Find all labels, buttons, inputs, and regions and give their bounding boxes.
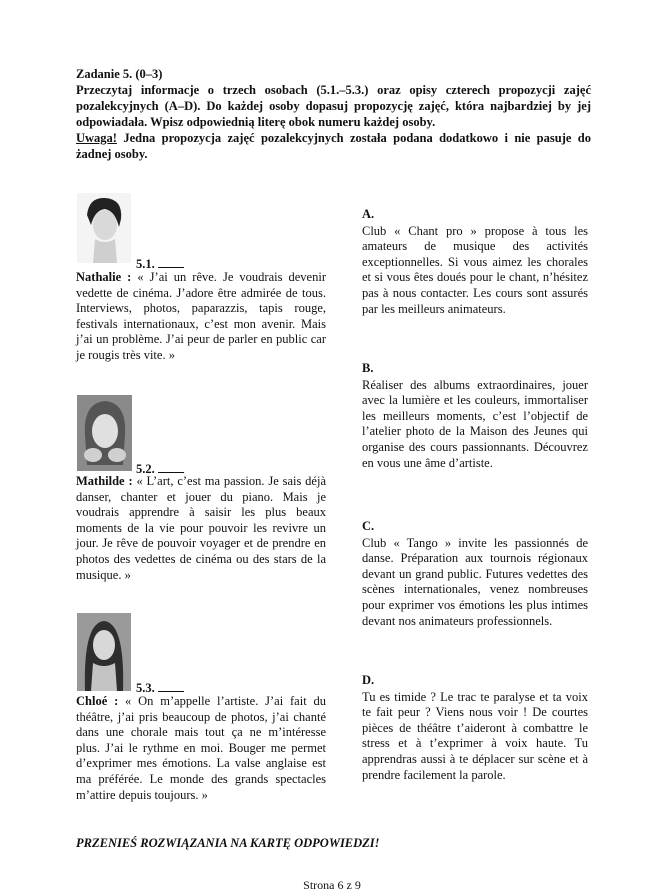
portrait-image (77, 613, 131, 691)
person-name: Mathilde : (76, 474, 133, 488)
person-chloe (76, 694, 326, 803)
answer-blank-5-2[interactable] (158, 461, 184, 473)
person-number-5-3: 5.3. (136, 680, 184, 696)
chloe-photo (77, 613, 131, 691)
option-letter: A. (362, 207, 375, 221)
option-letter: B. (362, 361, 374, 375)
person-mathilde (76, 474, 326, 583)
option-b (362, 361, 588, 471)
transfer-instruction: PRZENIEŚ ROZWIĄZANIA NA KARTĘ ODPOWIEDZI! (76, 836, 380, 850)
answer-blank-5-3[interactable] (158, 680, 184, 692)
option-letter: D. (362, 673, 375, 687)
person-text: « L’art, c’est ma passion. Je sais déjà danser, chanter et jouer du piano. Mais je voudrais apprendre à saisir les plus beaux moments de la vie pour pouvoir les revivre un jour. Je rêve de pouvoir voyager et de prendre en photos des vedettes de cinéma ou des stars de la musique. » (76, 474, 326, 582)
person-name: Chloé : (76, 694, 119, 708)
option-c (362, 519, 588, 629)
person-name: Nathalie : (76, 270, 132, 284)
page-number: Strona 6 z 9 (303, 878, 361, 892)
task-warning: Uwaga! Jedna propozycja zajęć pozalekcyjnych została podana dodatkowo i nie pasuje do żadnej osoby. (76, 131, 591, 161)
person-text: « On m’appelle l’artiste. J’ai fait du théâtre, j’ai pris beaucoup de photos, j’ai chanté dans une chorale mais tout ça ne m’intéresse plus. J’ai le rythme en moi. Bouger me permet d’exprimer mes émotions. La valse anglaise est ma préférée. Le monde des grands spectacles m’attire depuis toujours. » (76, 694, 326, 802)
option-text: Club « Tango » invite les passionnés de danse. Préparation aux tournois régionaux devant un grand public. Futures vedettes des scènes internationales, venez nombreuses pour exprimer vos émotions les plus intimes devant nos animateurs professionnels. (362, 535, 588, 628)
mathilde-photo (77, 395, 132, 471)
option-a (362, 207, 588, 317)
task-title: Zadanie 5. (0–3) (76, 67, 163, 81)
portrait-image (77, 395, 132, 471)
portrait-image (77, 193, 131, 263)
option-d (362, 673, 588, 783)
warning-label: Uwaga! (76, 131, 117, 145)
option-letter: C. (362, 519, 375, 533)
answer-blank-5-1[interactable] (158, 256, 184, 268)
option-text: Tu es timide ? Le trac te paralyse et ta voix te fait peur ? Viens nous voir ! De courtes pièces de théâtre t’aideront à combattre le stress et à t’exprimer à voix haute. Tu apprendras aussi à te déplacer sur scène et à prendre facilement la parole. (362, 689, 588, 782)
person-nathalie (76, 270, 326, 364)
nathalie-photo (77, 193, 131, 263)
task-instructions: Przeczytaj informacje o trzech osobach (5.1.–5.3.) oraz opisy czterech propozycji zajęć pozalekcyjnych (A–D). Do każdej osoby dopasuj propozycję zajęć, która najbardziej by jej odpowiadała. Wpisz odpowiednią literę obok numeru każdej osoby. (76, 83, 591, 129)
person-number-5-2: 5.2. (136, 461, 184, 477)
option-text: Réaliser des albums extraordinaires, jouer avec la lumière et les couleurs, immortaliser les meilleurs moments, c’est l’objectif de l’atelier photo de la Maison des Jeunes qui organise des cours passionnants. Découvrez en vous une âme d’artiste. (362, 377, 588, 470)
person-text: « J’ai un rêve. Je voudrais devenir vedette de cinéma. J’adore être admirée de tous. Interviews, photos, paparazzis, tapis rouge, festivals internationaux, c’est mon avenir. Mais j’ai un problème. J’ai peur de parler en public car je rougis très vite. » (76, 270, 326, 362)
person-number-5-1: 5.1. (136, 256, 184, 272)
option-text: Club « Chant pro » propose à tous les amateurs de musique des activités exceptionnelles. Si vous aimez les chorales et si vous êtes doués pour le chant, n’hésitez pas à nous contacter. Les cours sont assurés par les meilleurs animateurs. (362, 223, 588, 316)
task-header (76, 66, 591, 162)
